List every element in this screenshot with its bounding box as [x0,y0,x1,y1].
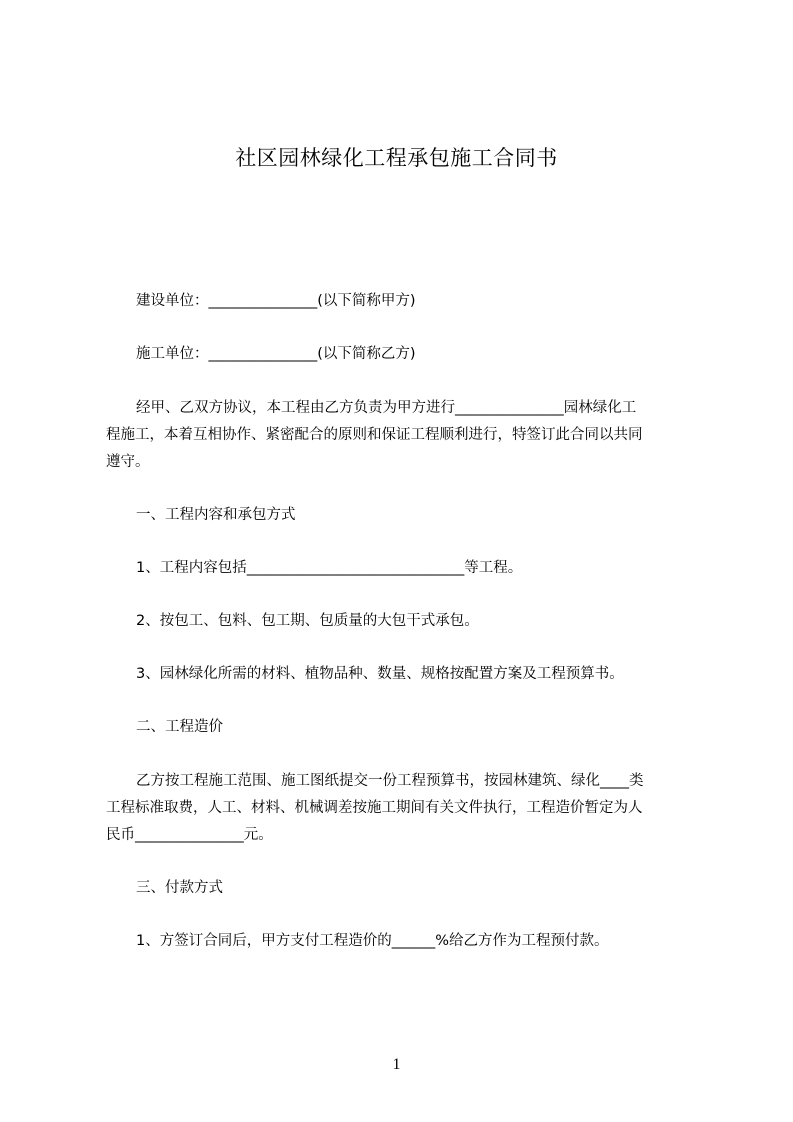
section1-heading: 一、工程内容和承包方式 [136,507,296,523]
section2-heading: 二、工程造价 [136,719,223,735]
section1-item-2: 2、按包工、包料、包工期、包质量的大包干式承包。 [136,613,479,629]
section1-item-1: 1、工程内容包括______________________________等工程。 [136,560,523,576]
section3-item-1: 1、方签订合同后，甲方支付工程造价的______%给乙方作为工程预付款。 [136,933,609,949]
section3-heading: 三、付款方式 [136,880,223,896]
intro-line-3: 遵守。 [106,454,150,470]
intro-line-1: 经甲、乙双方协议，本工程由乙方负责为甲方进行_______________园林绿化工 [136,400,637,416]
page-number: 1 [392,1056,401,1073]
party-b-line: 施工单位：_______________(以下简称乙方) [136,346,416,362]
intro-line-2: 程施工，本着互相协作、紧密配合的原则和保证工程顺利进行，特签订此合同以共同 [106,427,643,443]
section1-item-3: 3、园林绿化所需的材料、植物品种、数量、规格按配置方案及工程预算书。 [136,666,624,682]
section2-line-3: 民币_______________元。 [106,827,273,843]
section2-line-2: 工程标准取费，人工、材料、机械调差按施工期间有关文件执行，工程造价暂定为人 [106,800,643,816]
party-a-line: 建设单位：_______________(以下简称甲方) [136,293,416,309]
section2-line-1: 乙方按工程施工范围、施工图纸提交一份工程预算书，按园林建筑、绿化____类 [136,773,644,789]
document-title: 社区园林绿化工程承包施工合同书 [235,146,558,170]
